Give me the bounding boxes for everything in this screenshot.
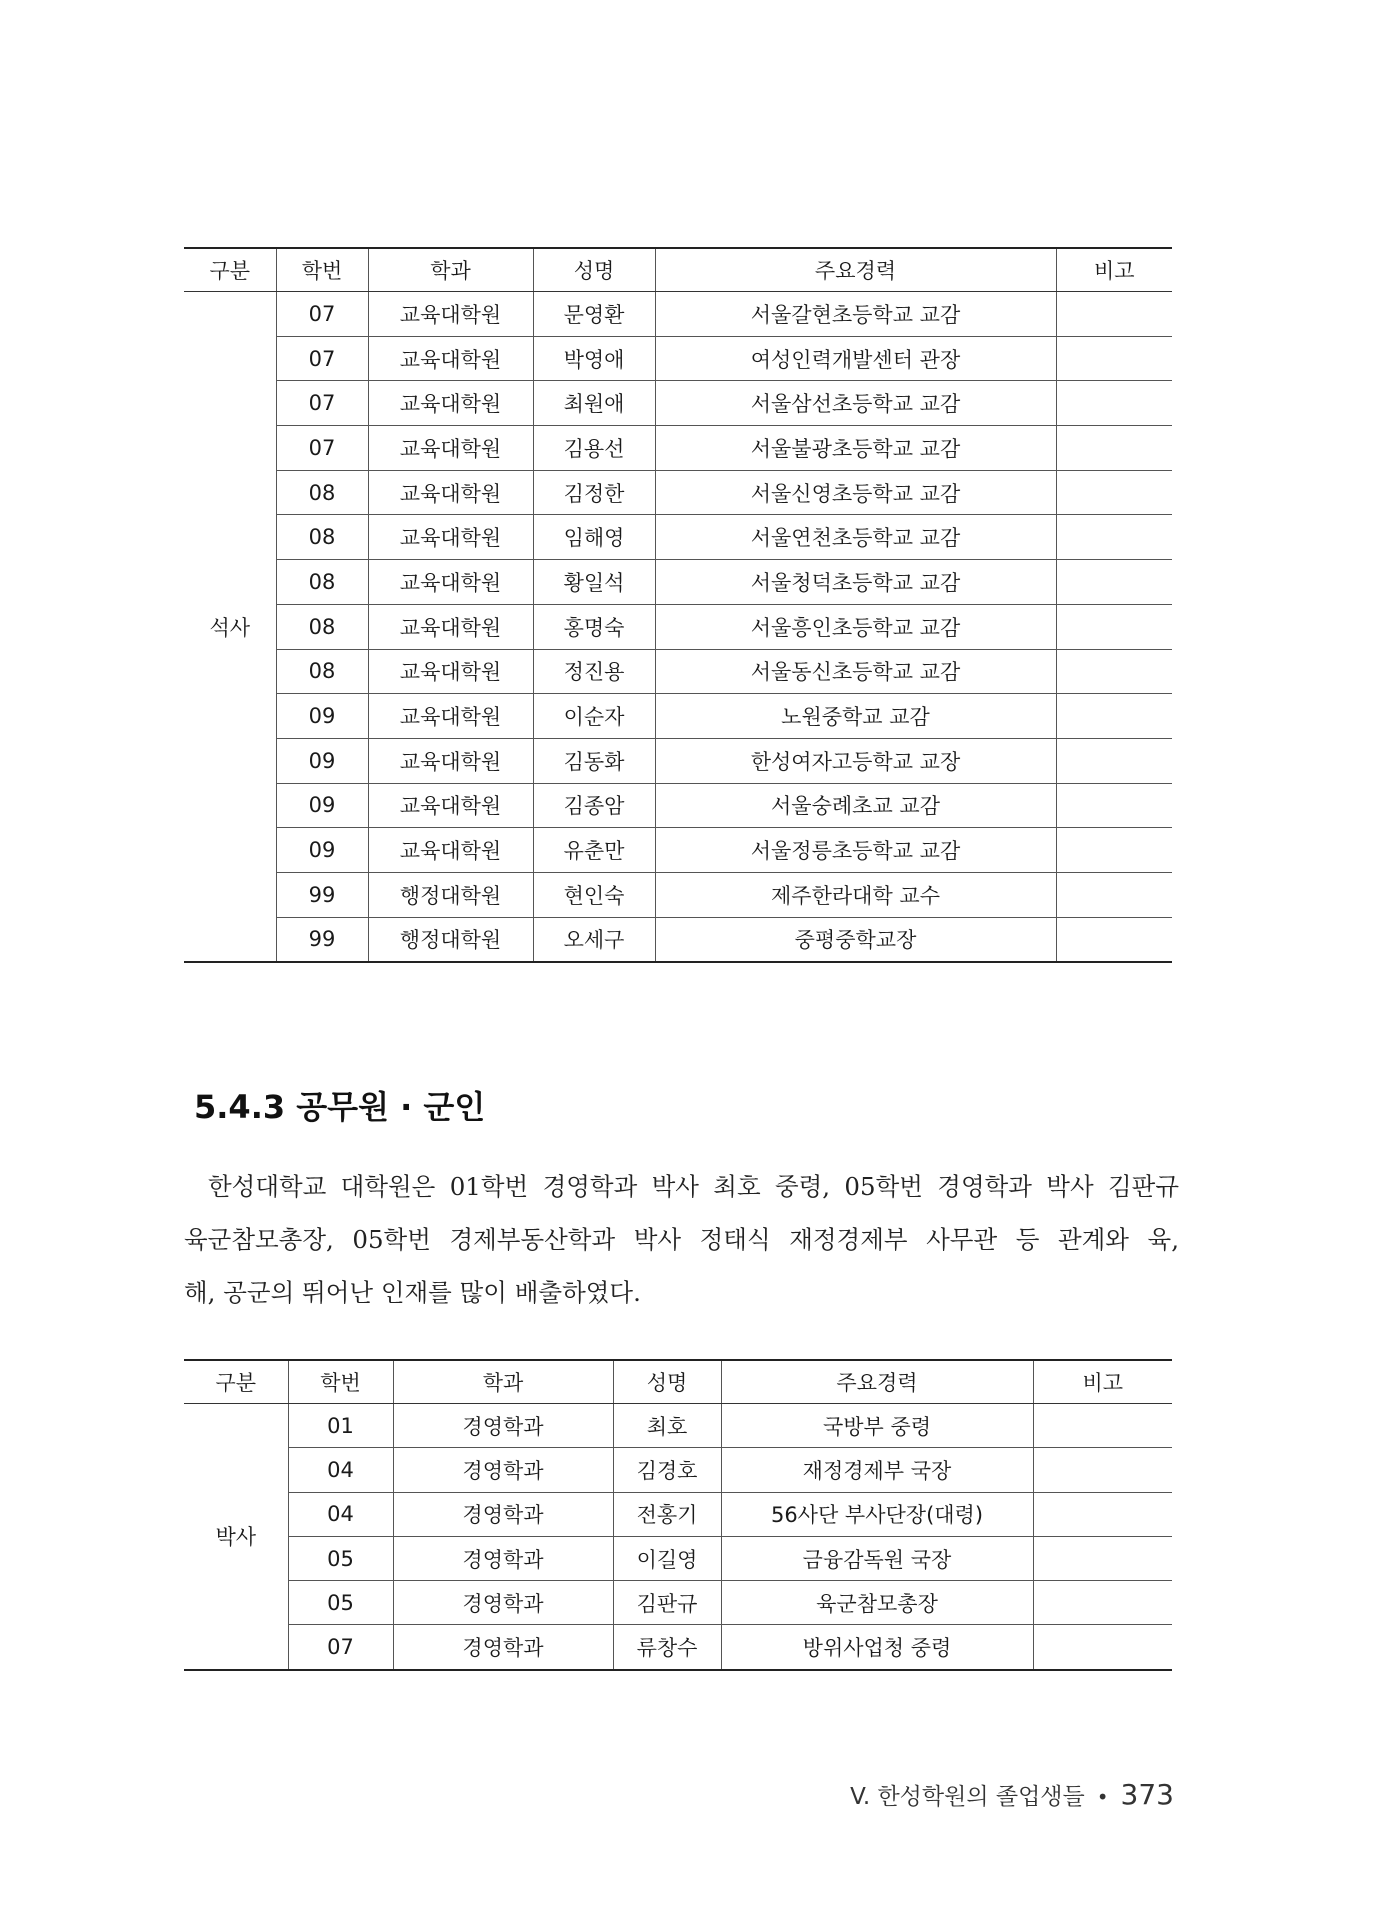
notes-cell <box>1056 917 1172 962</box>
table-header-row <box>184 1360 1172 1404</box>
table-doctorate <box>184 1359 1172 1671</box>
group-cell: 석사 <box>184 292 276 963</box>
notes-cell <box>1056 470 1172 515</box>
department-cell: 경영학과 <box>393 1536 613 1580</box>
year-cell: 08 <box>276 604 368 649</box>
year-cell: 07 <box>288 1625 393 1670</box>
department-cell: 교육대학원 <box>368 560 533 605</box>
table-row <box>184 292 1172 337</box>
career-cell: 서울흥인초등학교 교감 <box>655 604 1056 649</box>
year-cell: 07 <box>276 292 368 337</box>
department-cell: 교육대학원 <box>368 470 533 515</box>
notes-cell <box>1033 1404 1172 1448</box>
year-cell: 99 <box>276 917 368 962</box>
year-cell: 04 <box>288 1492 393 1536</box>
name-cell: 문영환 <box>533 292 655 337</box>
department-cell: 교육대학원 <box>368 426 533 471</box>
table-row <box>184 1536 1172 1580</box>
table-masters <box>184 247 1172 963</box>
department-cell: 행정대학원 <box>368 917 533 962</box>
col-header-department: 학과 <box>393 1360 613 1404</box>
notes-cell <box>1056 515 1172 560</box>
table-row <box>184 1581 1172 1625</box>
career-cell: 서울불광초등학교 교감 <box>655 426 1056 471</box>
year-cell: 07 <box>276 426 368 471</box>
table-body <box>184 1404 1172 1670</box>
table-row <box>184 917 1172 962</box>
career-cell: 서울삼선초등학교 교감 <box>655 381 1056 426</box>
col-header-category: 구분 <box>184 1360 288 1404</box>
year-cell: 05 <box>288 1536 393 1580</box>
year-cell: 08 <box>276 649 368 694</box>
chapter-title: V. 한성학원의 졸업생들 <box>850 1784 1085 1810</box>
department-cell: 교육대학원 <box>368 694 533 739</box>
notes-cell <box>1033 1448 1172 1492</box>
table-row <box>184 336 1172 381</box>
name-cell: 홍명숙 <box>533 604 655 649</box>
career-cell: 서울정릉초등학교 교감 <box>655 828 1056 873</box>
career-cell: 제주한라대학 교수 <box>655 872 1056 917</box>
department-cell: 교육대학원 <box>368 336 533 381</box>
name-cell: 정진용 <box>533 649 655 694</box>
table-row <box>184 560 1172 605</box>
notes-cell <box>1033 1492 1172 1536</box>
notes-cell <box>1056 426 1172 471</box>
table-row <box>184 1492 1172 1536</box>
department-cell: 행정대학원 <box>368 872 533 917</box>
col-header-notes: 비고 <box>1056 248 1172 292</box>
notes-cell <box>1033 1625 1172 1670</box>
table-row <box>184 381 1172 426</box>
name-cell: 임해영 <box>533 515 655 560</box>
col-header-category: 구분 <box>184 248 276 292</box>
notes-cell <box>1056 828 1172 873</box>
name-cell: 김경호 <box>613 1448 721 1492</box>
table-row <box>184 470 1172 515</box>
col-header-career: 주요경력 <box>655 248 1056 292</box>
group-cell: 박사 <box>184 1404 288 1670</box>
year-cell: 07 <box>276 336 368 381</box>
year-cell: 01 <box>288 1404 393 1448</box>
notes-cell <box>1056 649 1172 694</box>
col-header-career: 주요경력 <box>721 1360 1033 1404</box>
year-cell: 04 <box>288 1448 393 1492</box>
name-cell: 류창수 <box>613 1625 721 1670</box>
name-cell: 최원애 <box>533 381 655 426</box>
name-cell: 박영애 <box>533 336 655 381</box>
bullet-separator: • <box>1096 1785 1109 1809</box>
career-cell: 금융감독원 국장 <box>721 1536 1033 1580</box>
name-cell: 이순자 <box>533 694 655 739</box>
page-footer <box>850 1778 1174 1811</box>
department-cell: 교육대학원 <box>368 381 533 426</box>
year-cell: 09 <box>276 828 368 873</box>
department-cell: 교육대학원 <box>368 515 533 560</box>
department-cell: 경영학과 <box>393 1581 613 1625</box>
name-cell: 김판규 <box>613 1581 721 1625</box>
table-row <box>184 783 1172 828</box>
name-cell: 오세구 <box>533 917 655 962</box>
name-cell: 김동화 <box>533 738 655 783</box>
notes-cell <box>1056 872 1172 917</box>
career-cell: 육군참모총장 <box>721 1581 1033 1625</box>
notes-cell <box>1056 381 1172 426</box>
year-cell: 09 <box>276 694 368 739</box>
department-cell: 경영학과 <box>393 1625 613 1670</box>
col-header-name: 성명 <box>613 1360 721 1404</box>
notes-cell <box>1056 292 1172 337</box>
table-row <box>184 1404 1172 1448</box>
page-number: 373 <box>1120 1778 1174 1811</box>
section-paragraph <box>184 1160 1179 1319</box>
name-cell: 김정한 <box>533 470 655 515</box>
career-cell: 56사단 부사단장(대령) <box>721 1492 1033 1536</box>
career-cell: 재정경제부 국장 <box>721 1448 1033 1492</box>
name-cell: 유춘만 <box>533 828 655 873</box>
career-cell: 서울연천초등학교 교감 <box>655 515 1056 560</box>
col-header-year: 학번 <box>276 248 368 292</box>
name-cell: 황일석 <box>533 560 655 605</box>
table-row <box>184 649 1172 694</box>
name-cell: 이길영 <box>613 1536 721 1580</box>
notes-cell <box>1056 336 1172 381</box>
notes-cell <box>1056 783 1172 828</box>
table-row <box>184 694 1172 739</box>
notes-cell <box>1056 604 1172 649</box>
career-cell: 노원중학교 교감 <box>655 694 1056 739</box>
paragraph-line: 육군참모총장, 05학번 경제부동산학과 박사 정태식 재정경제부 사무관 등 관계와 육, <box>184 1225 1179 1254</box>
career-cell: 서울갈현초등학교 교감 <box>655 292 1056 337</box>
table-row <box>184 604 1172 649</box>
career-cell: 한성여자고등학교 교장 <box>655 738 1056 783</box>
career-cell: 여성인력개발센터 관장 <box>655 336 1056 381</box>
notes-cell <box>1056 738 1172 783</box>
career-cell: 서울숭례초교 교감 <box>655 783 1056 828</box>
col-header-department: 학과 <box>368 248 533 292</box>
paragraph-line: 해, 공군의 뛰어난 인재를 많이 배출하였다. <box>184 1278 641 1307</box>
notes-cell <box>1056 694 1172 739</box>
col-header-name: 성명 <box>533 248 655 292</box>
table-row <box>184 426 1172 471</box>
department-cell: 교육대학원 <box>368 738 533 783</box>
name-cell: 김종암 <box>533 783 655 828</box>
department-cell: 교육대학원 <box>368 828 533 873</box>
table-row <box>184 738 1172 783</box>
table-row <box>184 872 1172 917</box>
table-row <box>184 1625 1172 1670</box>
department-cell: 경영학과 <box>393 1404 613 1448</box>
notes-cell <box>1033 1536 1172 1580</box>
notes-cell <box>1056 560 1172 605</box>
department-cell: 교육대학원 <box>368 292 533 337</box>
notes-cell <box>1033 1581 1172 1625</box>
year-cell: 09 <box>276 738 368 783</box>
career-cell: 중평중학교장 <box>655 917 1056 962</box>
name-cell: 김용선 <box>533 426 655 471</box>
table-body <box>184 292 1172 963</box>
year-cell: 08 <box>276 470 368 515</box>
table-header-row <box>184 248 1172 292</box>
department-cell: 교육대학원 <box>368 649 533 694</box>
table-row <box>184 828 1172 873</box>
table-row <box>184 515 1172 560</box>
col-header-notes: 비고 <box>1033 1360 1172 1404</box>
name-cell: 전홍기 <box>613 1492 721 1536</box>
department-cell: 경영학과 <box>393 1448 613 1492</box>
year-cell: 08 <box>276 515 368 560</box>
department-cell: 교육대학원 <box>368 604 533 649</box>
paragraph-line: 한성대학교 대학원은 01학번 경영학과 박사 최호 중령, 05학번 경영학과 박사 김판규 <box>208 1172 1179 1201</box>
name-cell: 최호 <box>613 1404 721 1448</box>
career-cell: 국방부 중령 <box>721 1404 1033 1448</box>
year-cell: 05 <box>288 1581 393 1625</box>
career-cell: 서울청덕초등학교 교감 <box>655 560 1056 605</box>
name-cell: 현인숙 <box>533 872 655 917</box>
year-cell: 09 <box>276 783 368 828</box>
career-cell: 서울동신초등학교 교감 <box>655 649 1056 694</box>
department-cell: 경영학과 <box>393 1492 613 1536</box>
career-cell: 방위사업청 중령 <box>721 1625 1033 1670</box>
year-cell: 99 <box>276 872 368 917</box>
col-header-year: 학번 <box>288 1360 393 1404</box>
department-cell: 교육대학원 <box>368 783 533 828</box>
year-cell: 07 <box>276 381 368 426</box>
section-heading: 5.4.3 공무원 · 군인 <box>194 1088 486 1126</box>
table-row <box>184 1448 1172 1492</box>
year-cell: 08 <box>276 560 368 605</box>
career-cell: 서울신영초등학교 교감 <box>655 470 1056 515</box>
